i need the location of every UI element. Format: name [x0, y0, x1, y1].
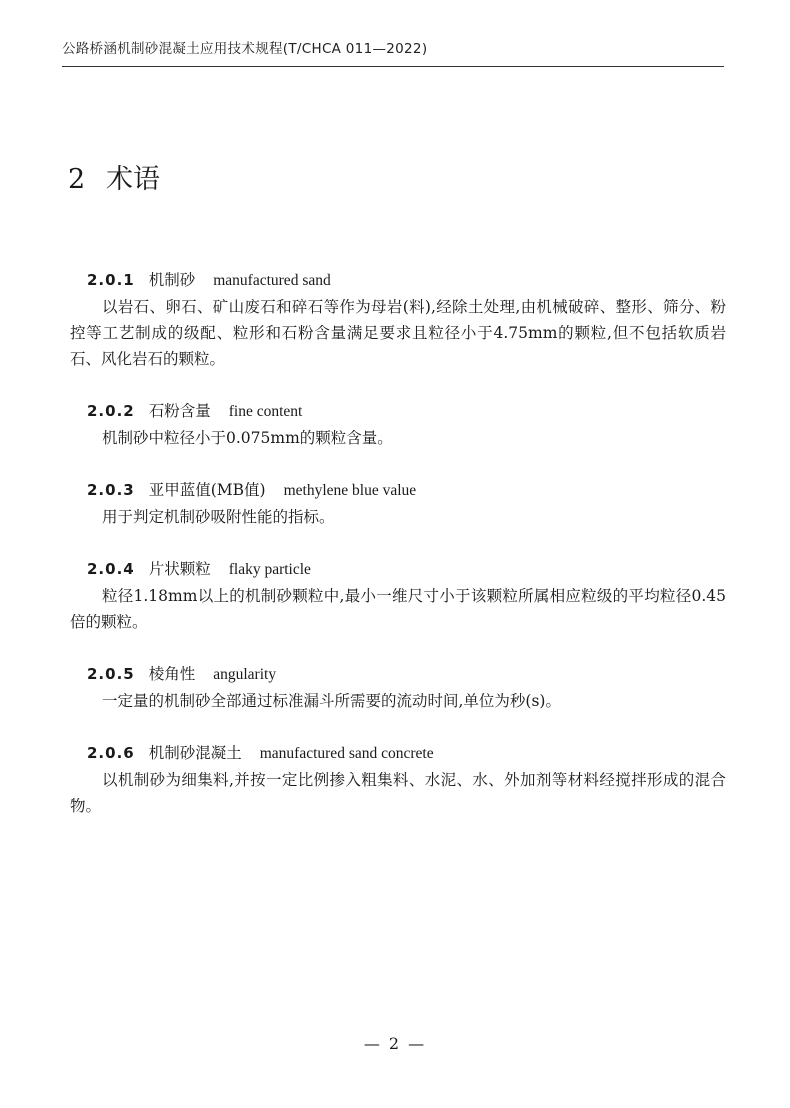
term-entry: [70, 267, 726, 372]
term-entry: [70, 740, 726, 819]
term-number: 2.0.1: [87, 271, 135, 289]
term-number: 2.0.2: [87, 402, 135, 420]
term-definition: 粒径1.18mm以上的机制砂颗粒中,最小一维尺寸小于该颗粒所属相应粒级的平均粒径0.45倍的颗粒。: [70, 587, 726, 631]
term-heading: [87, 267, 726, 294]
term-chinese: 机制砂: [148, 271, 196, 289]
term-english: angularity: [213, 666, 277, 683]
term-definition: 用于判定机制砂吸附性能的指标。: [102, 508, 335, 526]
term-entry: [70, 398, 726, 451]
term-entry: [70, 556, 726, 635]
term-heading: [87, 398, 726, 425]
term-chinese: 棱角性: [148, 665, 196, 683]
term-entry: [70, 477, 726, 530]
chapter-number: 2: [68, 164, 86, 195]
term-english: manufactured sand: [213, 272, 331, 289]
term-list: [70, 267, 726, 845]
term-chinese: 片状颗粒: [148, 560, 211, 578]
term-chinese: 石粉含量: [148, 402, 211, 420]
chapter-name: 术语: [106, 164, 160, 195]
term-definition: 一定量的机制砂全部通过标准漏斗所需要的流动时间,单位为秒(s)。: [102, 692, 561, 710]
term-number: 2.0.3: [87, 481, 135, 499]
term-definition: 机制砂中粒径小于0.075mm的颗粒含量。: [102, 429, 393, 447]
running-header: 公路桥涵机制砂混凝土应用技术规程(T/CHCA 011—2022): [62, 41, 428, 57]
term-number: 2.0.4: [87, 560, 135, 578]
term-english: flaky particle: [228, 561, 311, 578]
term-heading: [87, 556, 726, 583]
term-chinese: 亚甲蓝值(MB值): [148, 481, 266, 499]
page-number: — 2 —: [363, 1034, 427, 1053]
term-english: manufactured sand concrete: [259, 745, 434, 762]
term-entry: [70, 661, 726, 714]
header-rule: [62, 66, 724, 67]
term-definition: 以岩石、卵石、矿山废石和碎石等作为母岩(料),经除土处理,由机械破碎、整形、筛分、粉控等工艺制成的级配、粒形和石粉含量满足要求且粒径小于4.75mm的颗粒,但不包括软质岩石、风化岩石的颗粒。: [70, 298, 726, 368]
term-chinese: 机制砂混凝土: [148, 744, 242, 762]
term-heading: [87, 740, 726, 767]
term-definition: 以机制砂为细集料,并按一定比例掺入粗集料、水泥、水、外加剂等材料经搅拌形成的混合物。: [70, 771, 726, 815]
term-english: fine content: [228, 403, 303, 420]
term-heading: [87, 477, 726, 504]
term-number: 2.0.5: [87, 665, 135, 683]
term-number: 2.0.6: [87, 744, 135, 762]
term-heading: [87, 661, 726, 688]
chapter-title: [68, 160, 160, 200]
term-english: methylene blue value: [283, 482, 417, 499]
